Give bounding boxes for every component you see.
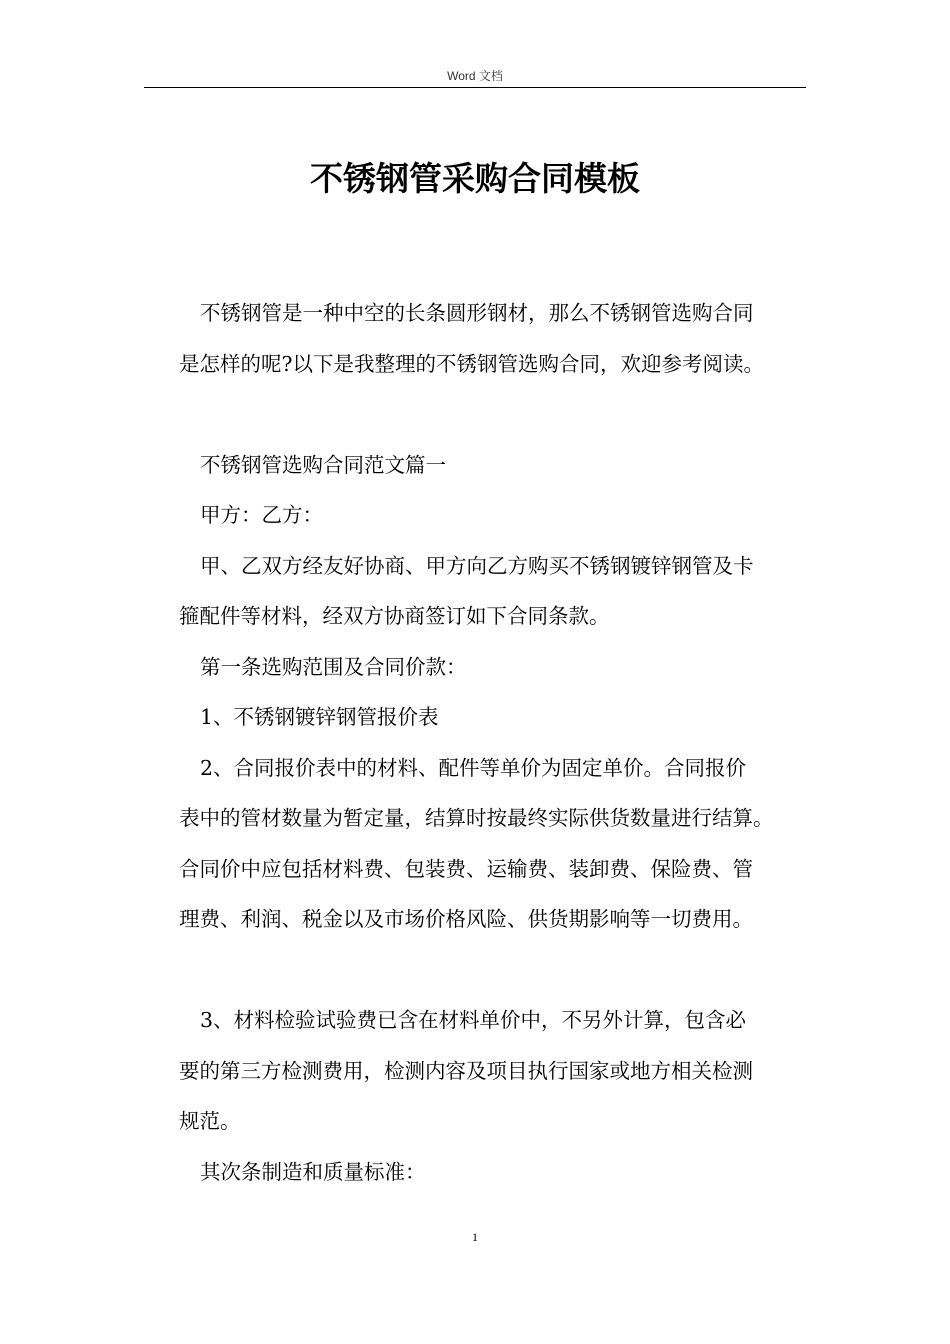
paragraph-gap (179, 389, 819, 440)
paragraph-parties (179, 490, 819, 541)
paragraph-intro (179, 288, 819, 389)
text-line: 要的第三方检测费用，检测内容及项目执行国家或地方相关检测 (179, 1058, 753, 1083)
header-rule (144, 87, 806, 88)
text-line: 合同价中应包括材料费、包装费、运输费、装卸费、保险费、管 (179, 856, 753, 881)
paragraph-section-heading (179, 440, 819, 491)
document-title: 不锈钢管采购合同模板 (310, 159, 640, 198)
paragraph-article-one (179, 642, 819, 693)
text-line: 第一条选购范围及合同价款： (200, 654, 467, 679)
text-line: 箍配件等材料，经双方协商签订如下合同条款。 (179, 604, 610, 628)
text-line: 不锈钢管是一种中空的长条圆形钢材，那么不锈钢管选购合同 (200, 301, 754, 325)
text-line: 理费、利润、税金以及市场价格风险、供货期影响等一切费用。 (179, 907, 753, 931)
page-number: 1 (472, 1230, 478, 1244)
text-line: 规范。 (179, 1109, 241, 1133)
paragraph-article-two (179, 1147, 819, 1198)
paragraph-item-three (179, 995, 819, 1147)
paragraph-item-one (179, 692, 819, 743)
text-line: 甲、乙双方经友好协商、甲方向乙方购买不锈钢镀锌钢管及卡 (200, 553, 754, 578)
text-line: 2、合同报价表中的材料、配件等单价为固定单价。合同报价 (200, 755, 747, 780)
document-body (179, 288, 819, 1197)
paragraph-gap (179, 945, 819, 996)
header-label: Word 文档 (447, 69, 503, 83)
text-line: 不锈钢管选购合同范文篇一 (200, 452, 446, 477)
text-line: 3、材料检验试验费已含在材料单价中，不另外计算，包含必 (200, 1008, 747, 1032)
text-line: 其次条制造和质量标准： (200, 1159, 426, 1184)
paragraph-item-two (179, 743, 819, 945)
text-line: 1、不锈钢镀锌钢管报价表 (200, 705, 439, 729)
text-line: 是怎样的呢?以下是我整理的不锈钢管选购合同，欢迎参考阅读。 (179, 351, 764, 376)
text-line: 甲方：乙方： (200, 503, 323, 527)
paragraph-agreement (179, 541, 819, 642)
text-line: 表中的管材数量为暂定量，结算时按最终实际供货数量进行结算。 (179, 806, 774, 830)
